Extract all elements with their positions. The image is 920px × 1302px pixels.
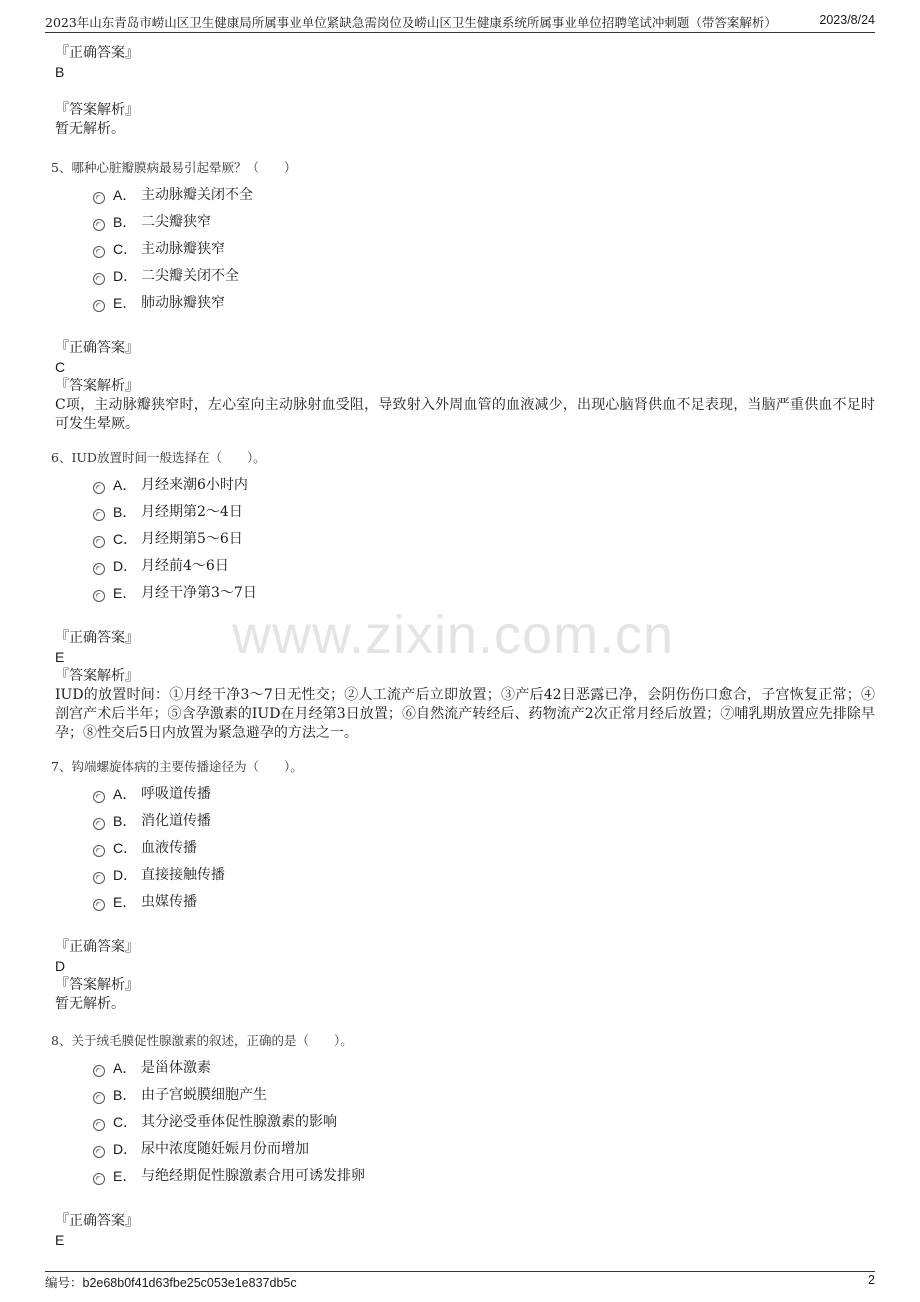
question-5: [51, 159, 875, 434]
question-text: 5、哪种心脏瓣膜病最易引起晕厥？（ ）: [51, 160, 297, 175]
option-e[interactable]: E． 虫媒传播: [93, 888, 875, 915]
radio-icon[interactable]: [93, 300, 105, 312]
radio-icon[interactable]: [93, 219, 105, 231]
document-title: 2023年山东青岛市崂山区卫生健康局所属事业单位紧缺急需岗位及崂山区卫生健康系统所属事业单位招聘笔试冲刺题（带答案解析）: [45, 15, 777, 30]
analysis-label: 『答案解析』: [55, 977, 139, 993]
radio-icon[interactable]: [93, 273, 105, 285]
radio-icon[interactable]: [93, 563, 105, 575]
answer-block: [55, 44, 875, 139]
radio-icon[interactable]: [93, 246, 105, 258]
option-c[interactable]: C． 其分泌受垂体促性腺激素的影响: [93, 1108, 875, 1135]
radio-icon[interactable]: [93, 899, 105, 911]
option-b[interactable]: B． 消化道传播: [93, 807, 875, 834]
analysis-text: C项，主动脉瓣狭窄时，左心室向主动脉射血受阻，导致射入外周血管的血液减少，出现心脑肾供血不足表现，当脑严重供血不足时可发生晕厥。: [55, 397, 875, 432]
option-b[interactable]: B． 月经期第2～4日: [93, 498, 875, 525]
analysis-text: IUD的放置时间：①月经干净3～7日无性交；②人工流产后立即放置；③产后42日恶露已净，会阴伤伤口愈合，子宫恢复正常；④剖宫产术后半年；⑤含孕激素的IUD在月经第3日放置；⑥自然流产转经后、药物流产2次正常月经后放置；⑦哺乳期放置应先排除早孕；⑧性交后5日内放置为紧急避孕的方法之一。: [55, 687, 875, 741]
option-d[interactable]: D． 月经前4～6日: [93, 552, 875, 579]
option-a[interactable]: A． 呼吸道传播: [93, 780, 875, 807]
option-d[interactable]: D． 二尖瓣关闭不全: [93, 262, 875, 289]
radio-icon[interactable]: [93, 590, 105, 602]
analysis-label: 『答案解析』: [55, 378, 139, 394]
radio-icon[interactable]: [93, 1119, 105, 1131]
question-text: 8、关于绒毛膜促性腺激素的叙述，正确的是（ ）。: [51, 1033, 353, 1048]
page-content: [51, 44, 875, 1250]
option-d[interactable]: D． 直接接触传播: [93, 861, 875, 888]
analysis-label: 『答案解析』: [55, 668, 139, 684]
option-b[interactable]: B． 二尖瓣狭窄: [93, 208, 875, 235]
radio-icon[interactable]: [93, 536, 105, 548]
radio-icon[interactable]: [93, 791, 105, 803]
question-text: 7、钩端螺旋体病的主要传播途径为（ ）。: [51, 759, 303, 774]
document-date: 2023/8/24: [819, 13, 875, 27]
radio-icon[interactable]: [93, 845, 105, 857]
question-7: [51, 758, 875, 1014]
radio-icon[interactable]: [93, 1146, 105, 1158]
radio-icon[interactable]: [93, 1092, 105, 1104]
question-6: [51, 449, 875, 743]
option-a[interactable]: A． 月经来潮6小时内: [93, 471, 875, 498]
correct-answer-label: 『正确答案』: [55, 939, 139, 955]
radio-icon[interactable]: [93, 818, 105, 830]
radio-icon[interactable]: [93, 509, 105, 521]
correct-answer-value: B: [55, 64, 65, 80]
analysis-label: 『答案解析』: [55, 102, 139, 118]
radio-icon[interactable]: [93, 482, 105, 494]
option-d[interactable]: D． 尿中浓度随妊娠月份而增加: [93, 1135, 875, 1162]
correct-answer-value: C: [55, 359, 66, 375]
option-c[interactable]: C． 血液传播: [93, 834, 875, 861]
question-8: [51, 1032, 875, 1250]
radio-icon[interactable]: [93, 1173, 105, 1185]
option-c[interactable]: C． 月经期第5～6日: [93, 525, 875, 552]
option-e[interactable]: E． 肺动脉瓣狭窄: [93, 289, 875, 316]
page-header: [45, 13, 875, 33]
correct-answer-value: D: [55, 958, 66, 974]
correct-answer-label: 『正确答案』: [55, 1213, 139, 1229]
option-a[interactable]: A． 是甾体激素: [93, 1054, 875, 1081]
radio-icon[interactable]: [93, 872, 105, 884]
radio-icon[interactable]: [93, 1065, 105, 1077]
option-e[interactable]: E． 月经干净第3～7日: [93, 579, 875, 606]
analysis-text: 暂无解析。: [55, 996, 125, 1012]
document-code: 编号：b2e68b0f41d63fbe25c053e1e837db5c: [45, 1276, 297, 1290]
option-c[interactable]: C． 主动脉瓣狭窄: [93, 235, 875, 262]
correct-answer-label: 『正确答案』: [55, 340, 139, 356]
page-number: 2: [868, 1273, 875, 1287]
question-text: 6、IUD放置时间一般选择在（ ）。: [51, 450, 266, 465]
radio-icon[interactable]: [93, 192, 105, 204]
analysis-text: 暂无解析。: [55, 121, 125, 137]
correct-answer-label: 『正确答案』: [55, 630, 139, 646]
page-footer: [45, 1271, 875, 1289]
option-a[interactable]: A． 主动脉瓣关闭不全: [93, 181, 875, 208]
correct-answer-value: E: [55, 649, 65, 665]
correct-answer-value: E: [55, 1232, 65, 1248]
watermark: www.zixin.com.cn: [232, 605, 675, 665]
option-e[interactable]: E． 与绝经期促性腺激素合用可诱发排卵: [93, 1162, 875, 1189]
correct-answer-label: 『正确答案』: [55, 45, 139, 61]
option-b[interactable]: B． 由子宫蜕膜细胞产生: [93, 1081, 875, 1108]
